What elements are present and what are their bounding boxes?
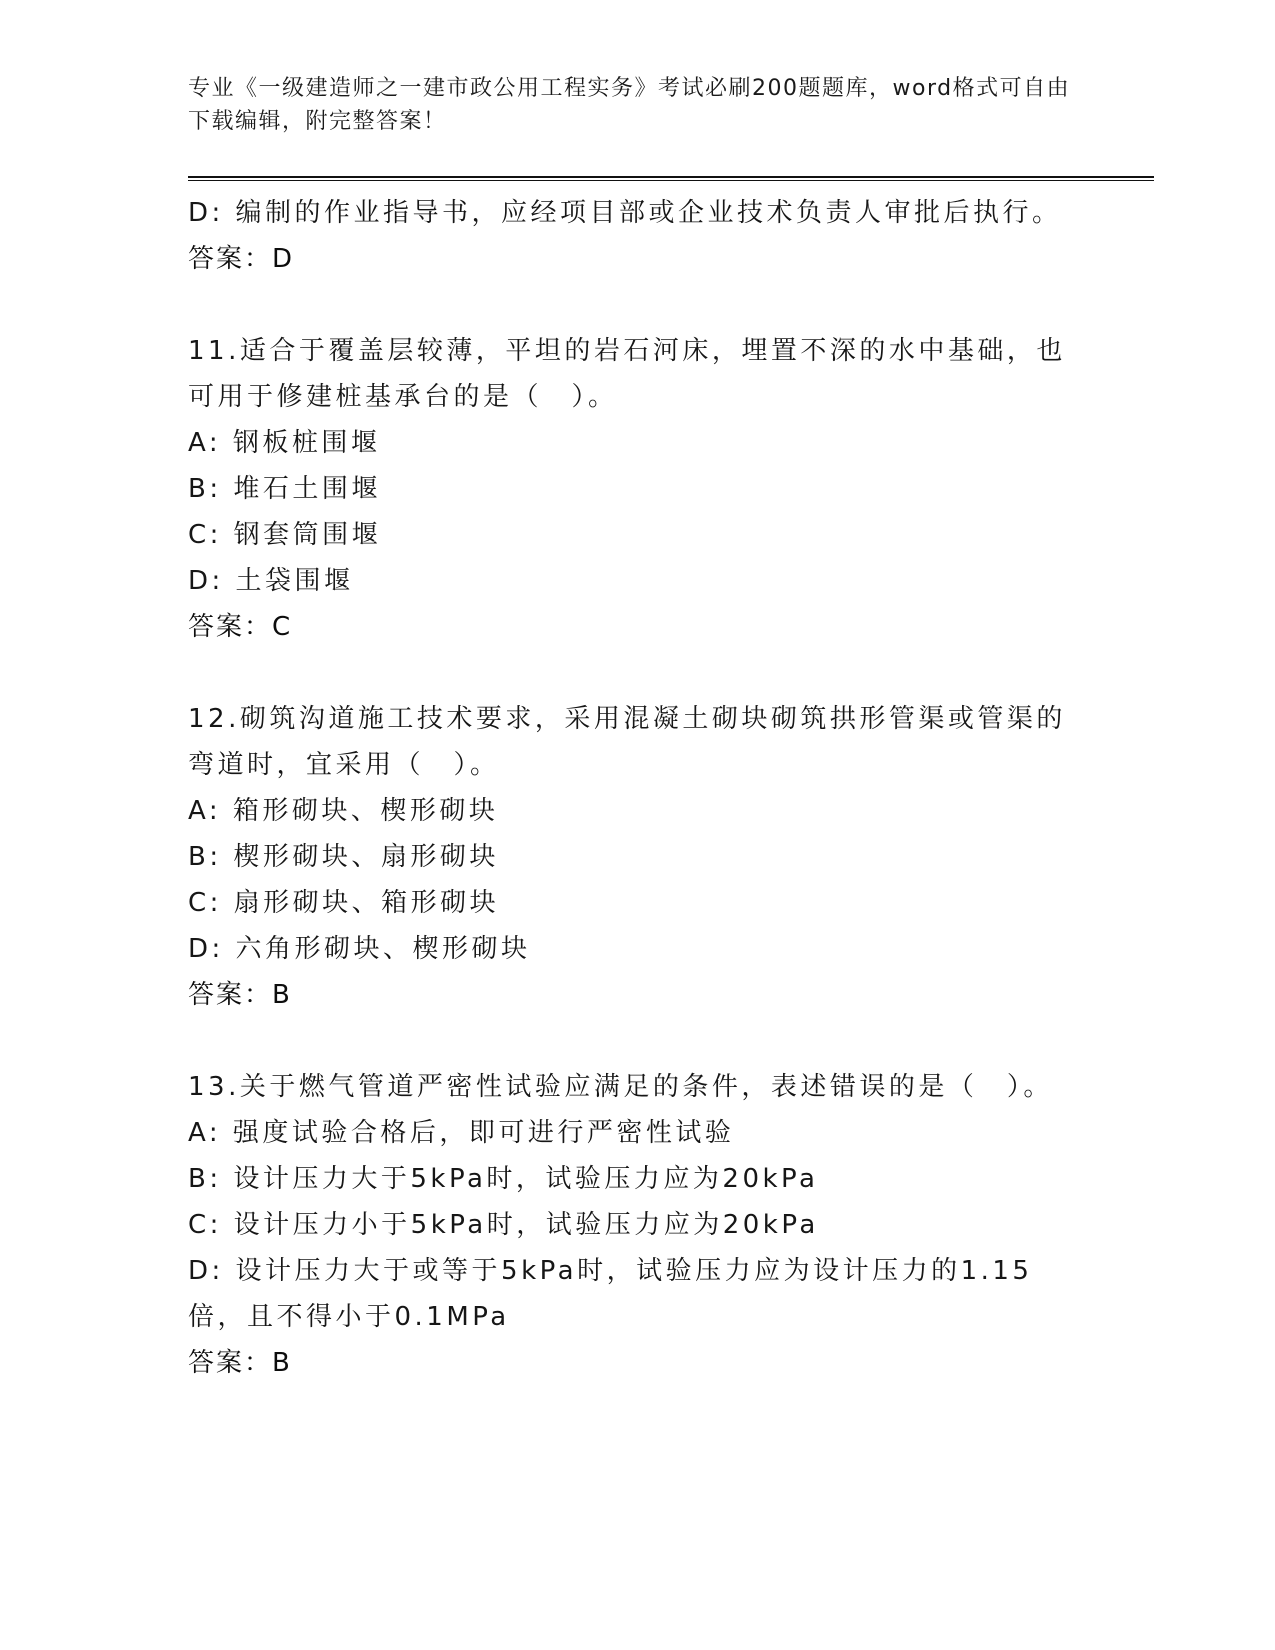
header-divider [188,176,1154,181]
option-a: A: 强度试验合格后，即可进行严密性试验 [188,1118,735,1148]
option-b: B: 设计压力大于5kPa时，试验压力应为20kPa [188,1164,819,1194]
option-b: B: 楔形砌块、扇形砌块 [188,842,499,872]
question-stem: 12.砌筑沟道施工技术要求，采用混凝土砌块砌筑拱形管渠或管渠的弯道时，宜采用（ ）。 [188,704,1066,780]
question-11 [188,328,1088,650]
document-header: 专业《一级建造师之一建市政公用工程实务》考试必刷200题题库，word格式可自由下载编辑，附完整答案！ [188,76,1071,134]
question-13 [188,1064,1088,1386]
option-d: D: 设计压力大于或等于5kPa时，试验压力应为设计压力的1.15倍，且不得小于0.1MPa [188,1256,1033,1332]
option-a: A: 箱形砌块、楔形砌块 [188,796,499,826]
answer: 答案：B [188,1348,292,1378]
option-c: C: 设计压力小于5kPa时，试验压力应为20kPa [188,1210,819,1240]
option-d-previous: D: 编制的作业指导书，应经项目部或企业技术负责人审批后执行。 [188,198,1062,228]
question-12 [188,696,1088,1018]
option-b: B: 堆石土围堰 [188,474,381,504]
option-c: C: 扇形砌块、箱形砌块 [188,888,500,918]
document-body [188,190,1088,1386]
answer-previous: 答案：D [188,244,295,274]
spacer [188,282,1088,328]
answer: 答案：B [188,980,292,1010]
question-stem: 11.适合于覆盖层较薄，平坦的岩石河床，埋置不深的水中基础，也可用于修建桩基承台的是（ ）。 [188,336,1066,412]
option-d: D: 六角形砌块、楔形砌块 [188,934,531,964]
option-c: C: 钢套筒围堰 [188,520,382,550]
question-stem: 13.关于燃气管道严密性试验应满足的条件，表述错误的是（ ）。 [188,1072,1053,1102]
spacer [188,1018,1088,1064]
option-a: A: 钢板桩围堰 [188,428,381,458]
answer: 答案：C [188,612,293,642]
option-d: D: 土袋围堰 [188,566,354,596]
spacer [188,650,1088,696]
